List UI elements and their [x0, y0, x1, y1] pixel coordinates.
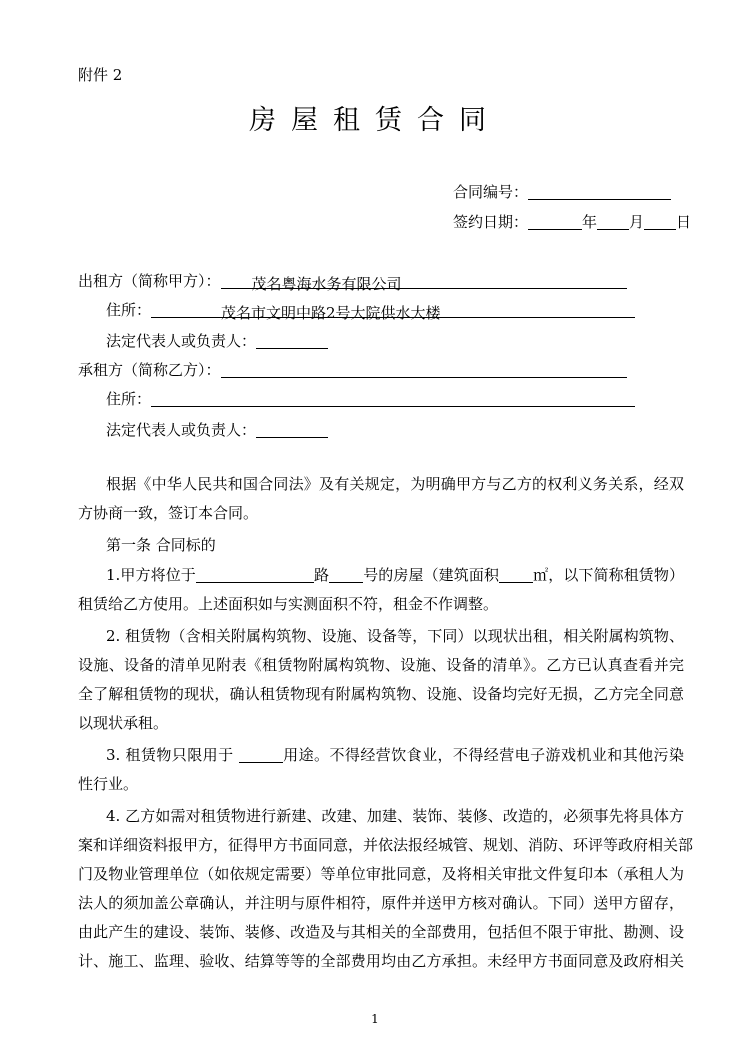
- month-blank[interactable]: [597, 214, 629, 230]
- number-blank[interactable]: [329, 567, 363, 583]
- sign-date-row: [453, 211, 691, 232]
- day-label: 日: [676, 213, 692, 231]
- clause-1-text: 号的房屋（建筑面积: [363, 566, 500, 584]
- lessor-name-field[interactable]: [221, 273, 627, 293]
- lessor-row: [78, 270, 627, 291]
- clause-4-line: 由此产生的建设、装饰、装修、改造及与其相关的全部费用，包括但不限于审批、勘测、设: [78, 923, 684, 941]
- lessee-row: [78, 359, 627, 380]
- contract-number-row: [453, 181, 671, 202]
- contract-title: 房屋租赁合同: [249, 105, 501, 136]
- clause-4-line: 门及物业管理单位（如依规定需要）等单位审批同意，及将相关审批文件复印本（承租人为: [78, 865, 684, 883]
- attachment-label: 附件 2: [78, 66, 123, 84]
- lessee-name-blank[interactable]: [221, 362, 627, 378]
- clause-2-line: 以现状承租。: [78, 714, 169, 732]
- clause-1-text: ㎡，以下简称租赁物）: [533, 566, 684, 584]
- contract-number-blank[interactable]: [528, 184, 671, 200]
- year-label: 年: [582, 213, 598, 231]
- lessee-address-row: [106, 388, 635, 409]
- clause-1-text: 路: [313, 566, 330, 584]
- preamble-line: 方协商一致，签订本合同。: [78, 504, 259, 522]
- lessee-address-label: 住所：: [106, 390, 152, 408]
- lessee-rep-row: [106, 419, 328, 440]
- clause-1-line: [78, 561, 684, 590]
- lessor-rep-row: [106, 330, 328, 351]
- day-blank[interactable]: [644, 214, 676, 230]
- clause-2: [78, 622, 684, 738]
- year-blank[interactable]: [528, 214, 582, 230]
- clause-2-line: 设施、设备的清单见附表《租赁物附属构筑物、设施、设备的清单》。乙方已认真查看并完: [78, 656, 684, 674]
- lessor-address-row: [106, 299, 635, 320]
- clause-4-line: 计、施工、监理、验收、结算等等的全部费用均由乙方承担。未经甲方书面同意及政府相关: [78, 952, 684, 970]
- clause-4-line: 4. 乙方如需对租赁物进行新建、改建、加建、装饰、装修、改造的，必须事先将具体方: [106, 807, 684, 825]
- clause-4-line: 法人的须加盖公章确认，并注明与原件相符，原件并送甲方核对确认。下同）送甲方留存，: [78, 894, 684, 912]
- article-1-heading: 第一条 合同标的: [106, 536, 216, 554]
- contract-number-label: 合同编号：: [453, 183, 529, 201]
- lessor-rep-label: 法定代表人或负责人：: [106, 332, 257, 350]
- clause-1: [78, 561, 684, 619]
- clause-1-line: 租赁给乙方使用。上述面积如与实测面积不符，租金不作调整。: [78, 595, 499, 613]
- lessor-name: 茂名粤海水务有限公司: [251, 275, 402, 293]
- use-blank[interactable]: [239, 747, 283, 763]
- lessor-rep-blank[interactable]: [256, 333, 328, 349]
- clause-2-line: 全了解租赁物的现状，确认租赁物现有附属构筑物、设施、设备均完好无损，乙方完全同意: [78, 685, 684, 703]
- area-blank[interactable]: [499, 567, 533, 583]
- preamble-line: 根据《中华人民共和国合同法》及有关规定，为明确甲方与乙方的权利义务关系，经双: [106, 475, 684, 493]
- clause-4-line: 案和详细资料报甲方，征得甲方书面同意，并依法报经城管、规划、消防、环评等政府相关部: [78, 836, 694, 854]
- lessee-rep-blank[interactable]: [256, 422, 328, 438]
- page-number: 1: [371, 1012, 379, 1026]
- preamble: [78, 470, 684, 528]
- lessee-label: 承租方（简称乙方）：: [78, 361, 221, 379]
- clause-3-text: 3. 租赁物只限用于: [106, 746, 239, 764]
- lessee-rep-label: 法定代表人或负责人：: [106, 421, 257, 439]
- clause-2-line: 2. 租赁物（含相关附属构筑物、设施、设备等，下同）以现状出租，相关附属构筑物、: [106, 627, 684, 645]
- lessor-address-field[interactable]: [151, 302, 635, 322]
- month-label: 月: [629, 213, 645, 231]
- clause-3-line: [78, 741, 684, 770]
- lessee-address-blank[interactable]: [151, 391, 635, 407]
- clause-1-text: 1.甲方将位于: [106, 566, 196, 584]
- clause-3-line: 性行业。: [78, 775, 139, 793]
- lessor-label: 出租方（简称甲方）：: [78, 272, 221, 290]
- clause-4: [78, 802, 694, 976]
- lessor-address-label: 住所：: [106, 301, 152, 319]
- article-1-heading-block: [78, 531, 684, 560]
- clause-3: [78, 741, 684, 799]
- sign-date-label: 签约日期：: [453, 213, 529, 231]
- lessor-address: 茂名市文明中路2号大院供水大楼: [221, 304, 441, 322]
- location-blank[interactable]: [196, 567, 314, 583]
- clause-3-text: 用途。不得经营饮食业，不得经营电子游戏机业和其他污染: [282, 746, 684, 764]
